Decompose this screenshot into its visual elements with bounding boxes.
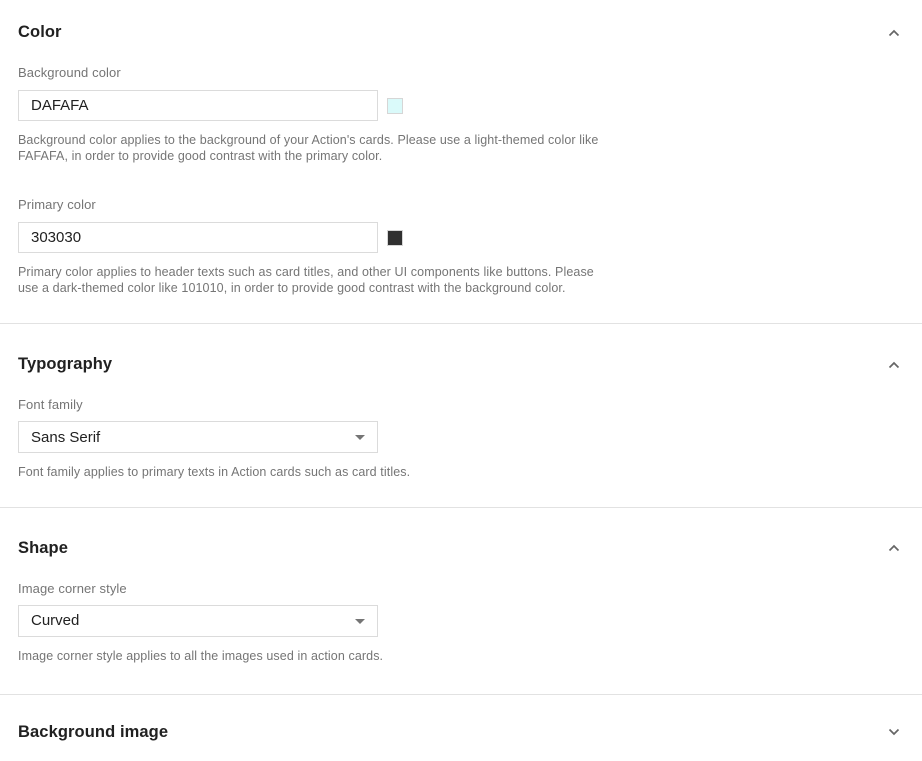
background-color-helper: Background color applies to the background of your Action's cards. Please use a light-themed color like FAFAFA, in order to provide good contrast with the primary color. <box>18 133 599 163</box>
section-shape-header[interactable] <box>0 540 922 557</box>
font-family-helper: Font family applies to primary texts in Action cards such as card titles. <box>18 465 411 480</box>
background-color-input-row <box>18 90 922 121</box>
image-corner-style-field <box>0 581 922 665</box>
section-color-title: Color <box>18 23 62 41</box>
section-typography <box>0 323 922 507</box>
primary-color-label: Primary color <box>18 197 96 213</box>
section-background-image <box>0 694 922 761</box>
chevron-up-icon[interactable] <box>886 357 902 373</box>
chevron-down-icon[interactable] <box>886 724 902 740</box>
primary-color-swatch <box>387 230 403 246</box>
background-color-input[interactable] <box>18 90 378 121</box>
font-family-selected-value: Sans Serif <box>31 428 101 446</box>
section-background-image-header[interactable] <box>0 724 922 741</box>
background-color-label: Background color <box>18 65 121 80</box>
section-color <box>0 0 922 323</box>
dropdown-arrow-icon <box>355 435 365 440</box>
image-corner-style-helper: Image corner style applies to all the images used in action cards. <box>18 648 384 663</box>
section-background-image-title: Background image <box>18 722 169 741</box>
primary-color-helper: Primary color applies to header texts such as card titles, and other UI components like buttons. Please use a dark-themed color like 101010, in order to provide good contrast with the background color. <box>18 265 594 295</box>
section-typography-header[interactable] <box>0 356 922 373</box>
primary-color-field <box>0 197 922 296</box>
background-color-field <box>0 65 922 164</box>
section-shape <box>0 507 922 694</box>
primary-color-input[interactable] <box>18 222 378 253</box>
section-typography-title: Typography <box>18 355 113 374</box>
image-corner-style-label: Image corner style <box>18 580 127 596</box>
background-color-swatch <box>387 98 403 114</box>
font-family-field <box>0 397 922 481</box>
primary-color-input-row <box>18 222 922 253</box>
dropdown-arrow-icon <box>355 619 365 624</box>
font-family-select[interactable] <box>18 421 378 453</box>
chevron-up-icon[interactable] <box>886 25 902 41</box>
section-color-header[interactable] <box>0 24 922 41</box>
image-corner-style-select[interactable] <box>18 605 378 637</box>
image-corner-style-selected-value: Curved <box>31 612 80 630</box>
font-family-label: Font family <box>18 397 83 413</box>
chevron-up-icon[interactable] <box>886 540 902 556</box>
section-shape-title: Shape <box>18 538 69 557</box>
